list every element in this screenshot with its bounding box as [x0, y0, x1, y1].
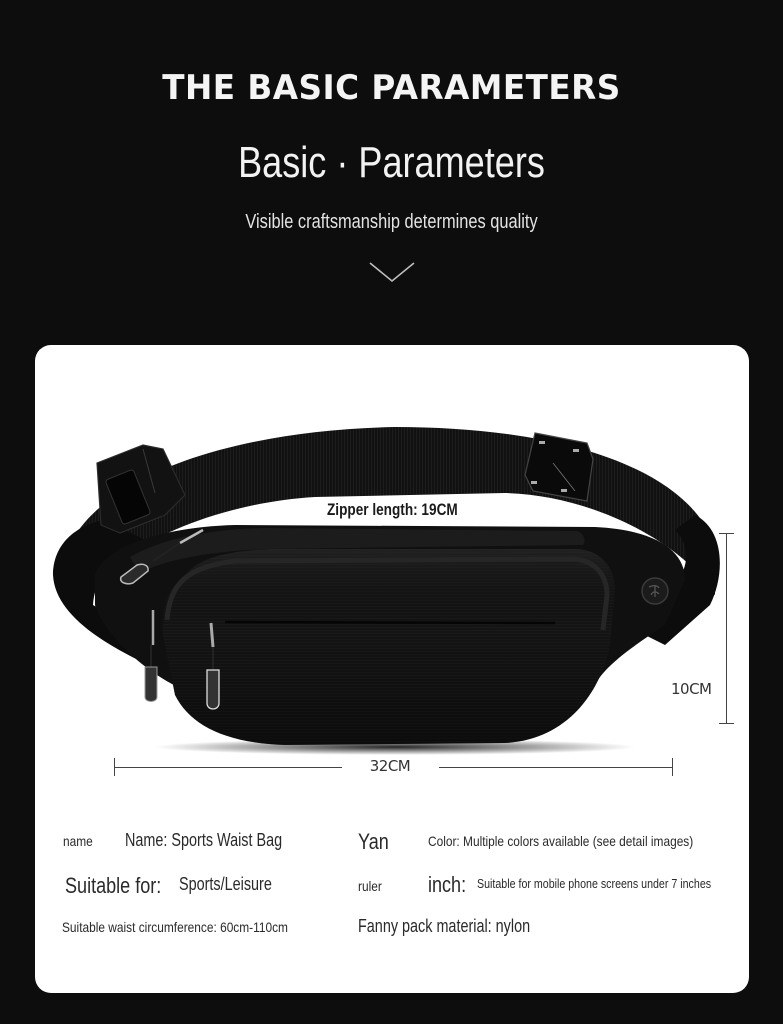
spec-waist-value: Suitable waist circumference: 60cm-110cm — [62, 919, 288, 935]
front-zipper-slit — [225, 622, 555, 623]
spec-name-value: Name: Sports Waist Bag — [125, 830, 283, 850]
page-title: THE BASIC PARAMETERS — [162, 68, 621, 108]
parameter-card — [35, 345, 749, 993]
spec-suitable-label: Suitable for: — [65, 873, 162, 898]
width-dimension-line-left — [114, 767, 342, 768]
width-dimension-line-right — [439, 767, 672, 768]
spec-color-value: Color: Multiple colors available (see detail images) — [428, 833, 694, 849]
spec-size-label: ruler — [358, 878, 382, 894]
spec-size-value: Suitable for mobile phone screens under 7 inches — [477, 876, 712, 891]
height-dimension-tick-bottom — [719, 723, 734, 724]
spec-suitable-value: Sports/Leisure — [179, 874, 272, 894]
spec-color-label: Yan — [358, 829, 389, 854]
headphone-port-icon — [642, 578, 668, 604]
height-dimension-line — [726, 533, 727, 723]
spec-material-value: Fanny pack material: nylon — [358, 916, 531, 936]
width-dimension-tick-right — [672, 758, 673, 776]
width-dimension-label: 32CM — [369, 757, 411, 775]
height-dimension-label: 10CM — [671, 680, 712, 698]
product-image-waist-bag — [35, 345, 749, 775]
zipper-length-label: Zipper length: 19CM — [327, 500, 458, 519]
page-subtitle: Basic · Parameters — [238, 138, 545, 187]
page-tagline: Visible craftsmanship determines quality — [245, 211, 538, 233]
spec-size-key: inch: — [428, 872, 467, 897]
strap-adjuster-icon — [525, 433, 593, 501]
spec-name-label: name — [63, 833, 93, 849]
chevron-down-icon — [368, 260, 416, 284]
